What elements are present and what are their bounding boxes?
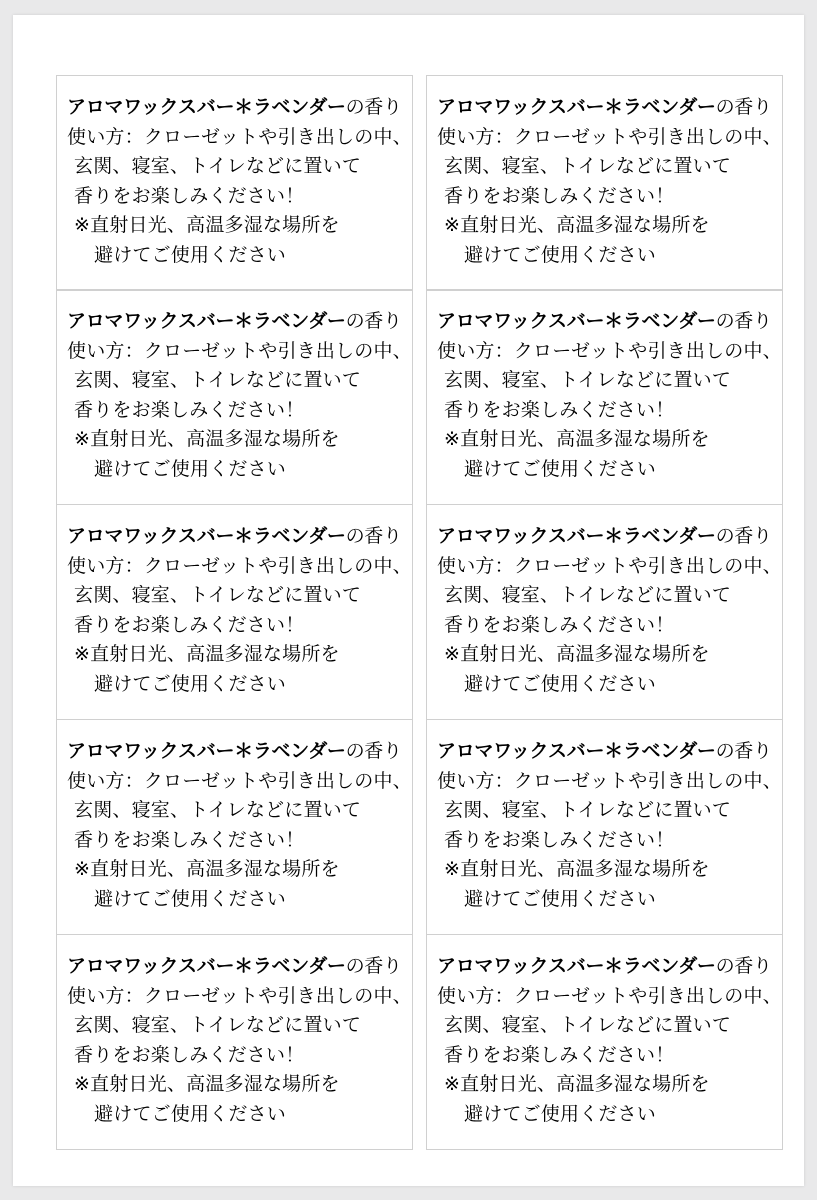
label-card: [426, 75, 783, 291]
label-caution-line: 避けてご使用ください: [94, 1102, 287, 1125]
label-usage-line: 香りをお楽しみください！: [444, 613, 675, 636]
label-title: [437, 522, 782, 552]
label-usage-line: 香りをお楽しみください！: [74, 613, 305, 636]
label-caution-line: 避けてご使用ください: [464, 457, 657, 480]
label-caution-line: ※直射日光、高温多湿な場所を: [74, 214, 340, 236]
label-caution-line: ※直射日光、高温多湿な場所を: [74, 428, 340, 450]
label-caution-line: 避けてご使用ください: [94, 672, 287, 695]
label-usage-line: 玄関、寝室、トイレなどに置いて: [444, 369, 732, 391]
label-title: [67, 307, 412, 337]
label-usage-line: 使い方：クローゼットや引き出しの中、: [437, 339, 782, 362]
label-usage-line: 使い方：クローゼットや引き出しの中、: [67, 125, 412, 148]
label-card: [56, 289, 413, 505]
label-card: [426, 504, 783, 720]
label-caution-line: 避けてご使用ください: [94, 887, 287, 910]
label-usage-line: 玄関、寝室、トイレなどに置いて: [74, 584, 362, 606]
label-caution-line: ※直射日光、高温多湿な場所を: [74, 643, 340, 665]
label-usage-line: 玄関、寝室、トイレなどに置いて: [74, 1014, 362, 1036]
label-title-suffix: の香り: [345, 740, 402, 762]
label-title-suffix: の香り: [715, 525, 772, 547]
label-caution-line: ※直射日光、高温多湿な場所を: [74, 1073, 340, 1095]
label-usage-line: 玄関、寝室、トイレなどに置いて: [74, 369, 362, 391]
label-title: [437, 952, 782, 982]
label-caution-line: 避けてご使用ください: [94, 457, 287, 480]
label-title-main: アロマワックスバー＊ラベンダー: [437, 96, 716, 118]
label-usage-line: 玄関、寝室、トイレなどに置いて: [74, 799, 362, 821]
label-usage-line: 玄関、寝室、トイレなどに置いて: [444, 584, 732, 606]
label-caution-line: 避けてご使用ください: [464, 887, 657, 910]
label-caution-line: 避けてご使用ください: [464, 672, 657, 695]
label-usage-line: 使い方：クローゼットや引き出しの中、: [437, 554, 782, 577]
label-card: [426, 719, 783, 935]
label-usage-line: 使い方：クローゼットや引き出しの中、: [67, 984, 412, 1007]
label-usage-line: 香りをお楽しみください！: [444, 828, 675, 851]
label-title-main: アロマワックスバー＊ラベンダー: [67, 955, 346, 977]
label-title-suffix: の香り: [715, 96, 772, 118]
label-card: [426, 934, 783, 1150]
label-caution-line: ※直射日光、高温多湿な場所を: [444, 428, 710, 450]
label-usage-line: 玄関、寝室、トイレなどに置いて: [444, 155, 732, 177]
label-usage-line: 香りをお楽しみください！: [444, 1043, 675, 1066]
label-title-main: アロマワックスバー＊ラベンダー: [437, 740, 716, 762]
label-caution-line: ※直射日光、高温多湿な場所を: [74, 858, 340, 880]
label-title-suffix: の香り: [715, 955, 772, 977]
label-caution-line: ※直射日光、高温多湿な場所を: [444, 214, 710, 236]
label-title-main: アロマワックスバー＊ラベンダー: [437, 955, 716, 977]
label-title-suffix: の香り: [715, 740, 772, 762]
label-usage-line: 香りをお楽しみください！: [444, 398, 675, 421]
label-usage-line: 香りをお楽しみください！: [74, 1043, 305, 1066]
label-title-suffix: の香り: [345, 96, 402, 118]
label-usage-line: 使い方：クローゼットや引き出しの中、: [67, 554, 412, 577]
label-usage-line: 使い方：クローゼットや引き出しの中、: [67, 769, 412, 792]
label-card: [56, 75, 413, 291]
label-usage-line: 玄関、寝室、トイレなどに置いて: [444, 1014, 732, 1036]
label-title: [67, 952, 412, 982]
label-title-suffix: の香り: [345, 310, 402, 332]
label-title: [437, 737, 782, 767]
label-usage-line: 玄関、寝室、トイレなどに置いて: [444, 799, 732, 821]
label-title: [67, 522, 412, 552]
label-title-main: アロマワックスバー＊ラベンダー: [67, 525, 346, 547]
label-title: [67, 93, 412, 123]
label-usage-line: 使い方：クローゼットや引き出しの中、: [437, 125, 782, 148]
label-card: [56, 934, 413, 1150]
label-title: [437, 307, 782, 337]
label-caution-line: 避けてご使用ください: [94, 243, 287, 266]
label-title-main: アロマワックスバー＊ラベンダー: [67, 96, 346, 118]
label-title-suffix: の香り: [715, 310, 772, 332]
label-usage-line: 使い方：クローゼットや引き出しの中、: [437, 769, 782, 792]
label-caution-line: 避けてご使用ください: [464, 243, 657, 266]
label-title-main: アロマワックスバー＊ラベンダー: [67, 310, 346, 332]
label-caution-line: 避けてご使用ください: [464, 1102, 657, 1125]
label-grid: [56, 75, 783, 1150]
label-card: [426, 289, 783, 505]
label-title-suffix: の香り: [345, 955, 402, 977]
label-title-main: アロマワックスバー＊ラベンダー: [437, 310, 716, 332]
label-caution-line: ※直射日光、高温多湿な場所を: [444, 643, 710, 665]
label-title-suffix: の香り: [345, 525, 402, 547]
label-usage-line: 香りをお楽しみください！: [74, 184, 305, 207]
label-title-main: アロマワックスバー＊ラベンダー: [67, 740, 346, 762]
label-caution-line: ※直射日光、高温多湿な場所を: [444, 858, 710, 880]
label-usage-line: 玄関、寝室、トイレなどに置いて: [74, 155, 362, 177]
label-usage-line: 香りをお楽しみください！: [74, 828, 305, 851]
label-card: [56, 719, 413, 935]
label-usage-line: 香りをお楽しみください！: [74, 398, 305, 421]
label-usage-line: 香りをお楽しみください！: [444, 184, 675, 207]
label-caution-line: ※直射日光、高温多湿な場所を: [444, 1073, 710, 1095]
label-usage-line: 使い方：クローゼットや引き出しの中、: [437, 984, 782, 1007]
label-card: [56, 504, 413, 720]
label-title-main: アロマワックスバー＊ラベンダー: [437, 525, 716, 547]
label-sheet: [13, 15, 804, 1186]
label-title: [437, 93, 782, 123]
label-title: [67, 737, 412, 767]
label-usage-line: 使い方：クローゼットや引き出しの中、: [67, 339, 412, 362]
